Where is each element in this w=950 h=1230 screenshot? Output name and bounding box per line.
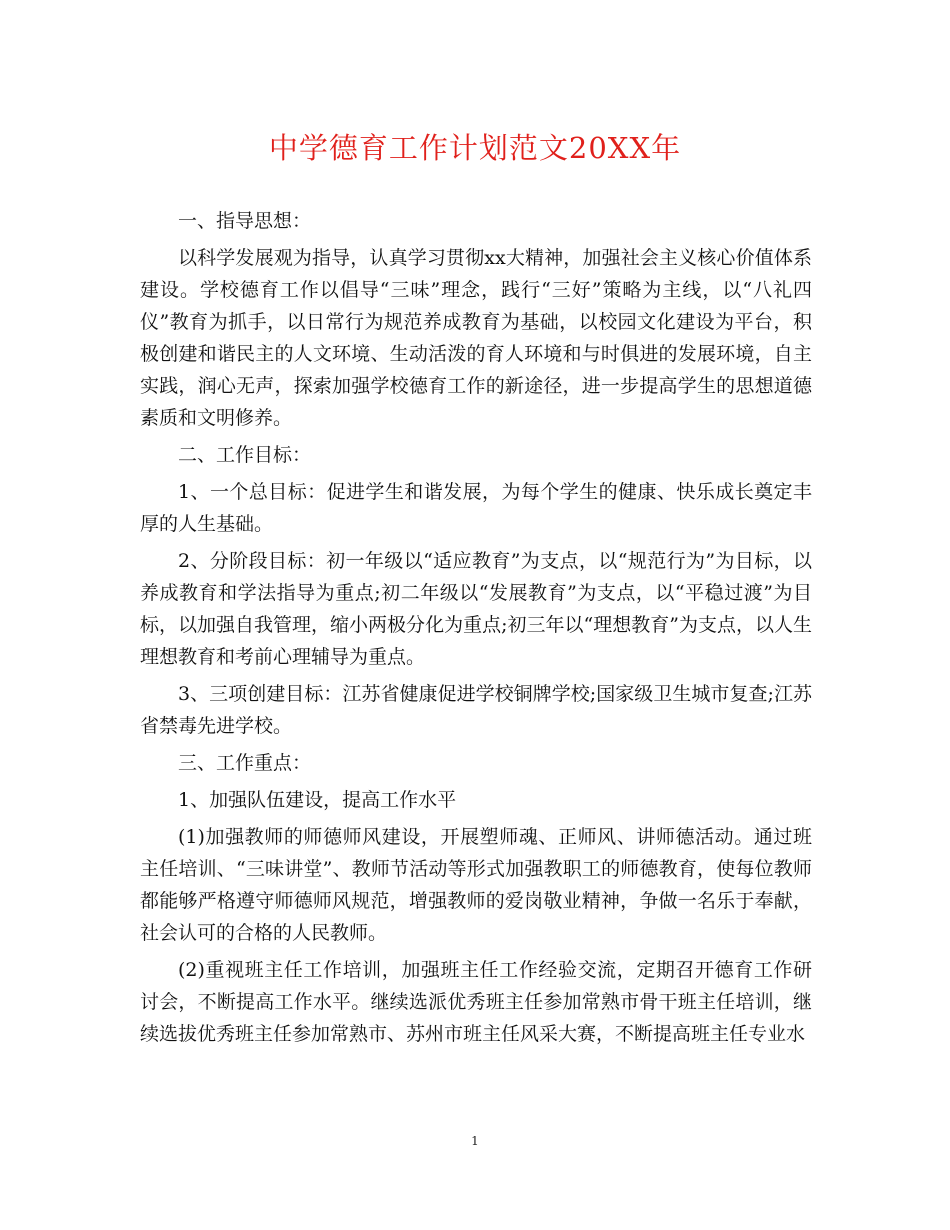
subheading-team-building: 1、加强队伍建设，提高工作水平 bbox=[178, 789, 457, 811]
paragraph-stage-goals: 2、分阶段目标：初一年级以“适应教育”为支点，以“规范行为”为目标，以养成教育和学法指导为重点;初二年级以“发展教育”为支点，以“平稳过渡”为目标，以加强自我管理，缩小两极分化为重点;初三年以“理想教育”为支点，以人生理想教育和考前心理辅导为重点。 bbox=[140, 550, 812, 668]
paragraph-creation-goals: 3、三项创建目标：江苏省健康促进学校铜牌学校;国家级卫生城市复查;江苏省禁毒先进学校。 bbox=[140, 683, 812, 737]
section-heading-work-focus: 三、工作重点： bbox=[178, 752, 312, 774]
paragraph-class-teacher-training: (2)重视班主任工作培训，加强班主任工作经验交流，定期召开德育工作研讨会，不断提高工作水平。继续选派优秀班主任参加常熟市骨干班主任培训，继续选拔优秀班主任参加常熟市、苏州市班主任风采大赛，不断提高班主任专业水 bbox=[140, 959, 812, 1045]
section-heading-work-goals: 二、工作目标： bbox=[178, 444, 312, 466]
section-heading-guiding-ideology: 一、指导思想： bbox=[178, 210, 312, 232]
paragraph-overall-goal: 1、一个总目标：促进学生和谐发展，为每个学生的健康、快乐成长奠定丰厚的人生基础。 bbox=[140, 481, 812, 535]
document-body bbox=[140, 205, 812, 1055]
page-number: 1 bbox=[471, 1134, 479, 1148]
paragraph-teacher-ethics: (1)加强教师的师德师风建设，开展塑师魂、正师风、讲师德活动。通过班主任培训、“三味讲堂”、教师节活动等形式加强教职工的师德教育，使每位教师都能够严格遵守师德师风规范，增强教师的爱岗敬业精神，争做一名乐于奉献，社会认可的合格的人民教师。 bbox=[140, 826, 812, 944]
document-title: 中学德育工作计划范文20XX年 bbox=[268, 131, 682, 165]
paragraph-guiding-ideology: 以科学发展观为指导，认真学习贯彻xx大精神，加强社会主义核心价值体系建设。学校德育工作以倡导“三味”理念，践行“三好”策略为主线，以“八礼四仪”教育为抓手，以日常行为规范养成教育为基础，以校园文化建设为平台，积极创建和谐民主的人文环境、生动活泼的育人环境和与时俱进的发展环境，自主实践，润心无声，探索加强学校德育工作的新途径，进一步提高学生的思想道德素质和文明修养。 bbox=[140, 247, 812, 429]
